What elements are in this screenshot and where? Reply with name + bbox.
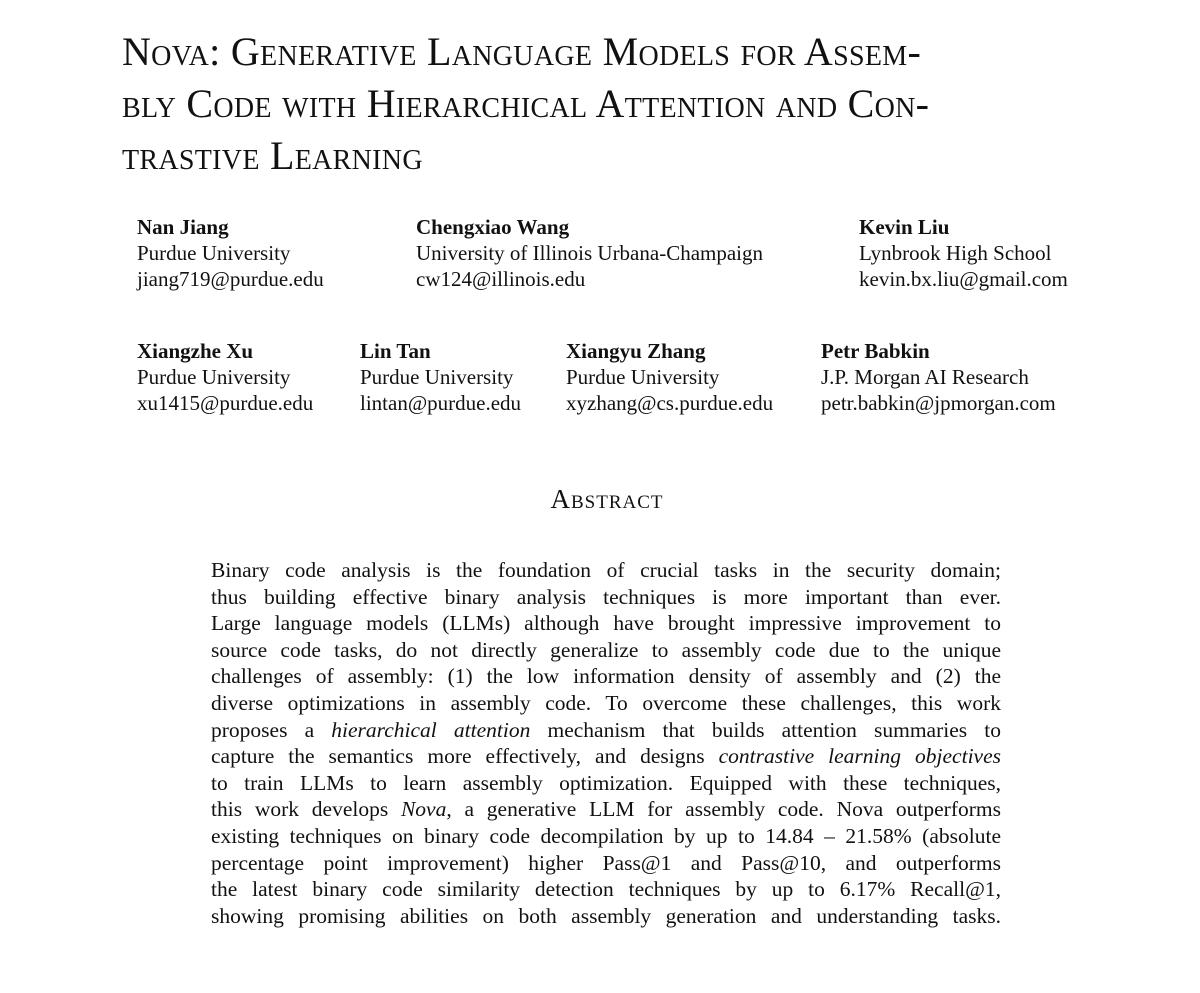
- title-line: bly Code with Hierarchical Attention and Con-: [122, 81, 930, 126]
- abstract-line: thus building effective binary analysis techniques is more important than ever.: [211, 584, 1001, 609]
- abstract-text: mechanism that builds attention summaries to: [530, 717, 1001, 742]
- author-name: Xiangyu Zhang: [566, 339, 706, 363]
- author-affiliation: Purdue University: [137, 365, 291, 389]
- author-email: lintan@purdue.edu: [360, 391, 522, 415]
- author-email: cw124@illinois.edu: [416, 267, 586, 291]
- abstract-emphasis: contrastive learning objectives: [718, 744, 1001, 769]
- author-affiliation: Purdue University: [137, 241, 291, 265]
- abstract-line: showing promising abilities on both assembly generation and understanding tasks.: [211, 903, 1001, 928]
- title-line: trastive Learning: [122, 133, 423, 178]
- abstract-line: to train LLMs to learn assembly optimization. Equipped with these techniques,: [211, 770, 1001, 795]
- abstract-line: source code tasks, do not directly generalize to assembly code due to the unique: [211, 637, 1001, 662]
- author-affiliation: University of Illinois Urbana-Champaign: [416, 241, 764, 265]
- author-affiliation: Purdue University: [360, 365, 514, 389]
- abstract-heading: Abstract: [550, 484, 664, 514]
- title-line: Nova: Generative Language Models for Assem-: [122, 29, 922, 74]
- author-block: [566, 338, 773, 416]
- abstract-body: [211, 557, 1001, 929]
- author-name: Xiangzhe Xu: [137, 339, 254, 363]
- author-block: [137, 214, 324, 292]
- author-email: kevin.bx.liu@gmail.com: [859, 267, 1068, 291]
- abstract-text: , a generative LLM for assembly code. Nova outperforms: [446, 797, 1001, 822]
- abstract-line: Large language models (LLMs) although have brought impressive improvement to: [211, 611, 1001, 636]
- author-block: [137, 338, 313, 416]
- abstract-text: this work develops: [211, 797, 401, 822]
- abstract-line: [211, 717, 1001, 744]
- author-name: Chengxiao Wang: [416, 215, 570, 239]
- abstract-line: [211, 796, 1001, 823]
- abstract-emphasis: hierarchical attention: [331, 717, 531, 742]
- abstract-line: existing techniques on binary code decompilation by up to 14.84 – 21.58% (absolute: [211, 823, 1001, 848]
- abstract-line: percentage point improvement) higher Pass@1 and Pass@10, and outperforms: [211, 850, 1001, 875]
- author-name: Lin Tan: [360, 339, 431, 363]
- abstract-line: challenges of assembly: (1) the low information density of assembly and (2) the: [211, 664, 1001, 689]
- author-email: petr.babkin@jpmorgan.com: [821, 391, 1056, 415]
- author-email: jiang719@purdue.edu: [137, 267, 324, 291]
- abstract-line: diverse optimizations in assembly code. To overcome these challenges, this work: [211, 690, 1001, 715]
- abstract-emphasis: Nova: [400, 797, 447, 822]
- author-email: xyzhang@cs.purdue.edu: [566, 391, 774, 415]
- author-name: Petr Babkin: [821, 339, 930, 363]
- author-block: [416, 214, 763, 292]
- author-email: xu1415@purdue.edu: [137, 391, 314, 415]
- abstract-line: Binary code analysis is the foundation of crucial tasks in the security domain;: [211, 558, 1001, 582]
- author-affiliation: Lynbrook High School: [859, 241, 1052, 265]
- abstract-text: proposes a: [211, 717, 332, 742]
- author-block: [859, 214, 1068, 292]
- abstract-line: the latest binary code similarity detection techniques by up to 6.17% Recall@1,: [211, 877, 1001, 902]
- paper-title: [122, 26, 1122, 182]
- author-block: [821, 338, 1056, 416]
- abstract-text: capture the semantics more effectively, and designs: [211, 744, 719, 769]
- author-name: Kevin Liu: [859, 215, 950, 239]
- author-block: [360, 338, 521, 416]
- author-affiliation: Purdue University: [566, 365, 720, 389]
- author-affiliation: J.P. Morgan AI Research: [821, 365, 1029, 389]
- abstract-line: [211, 743, 1001, 770]
- author-name: Nan Jiang: [137, 215, 229, 239]
